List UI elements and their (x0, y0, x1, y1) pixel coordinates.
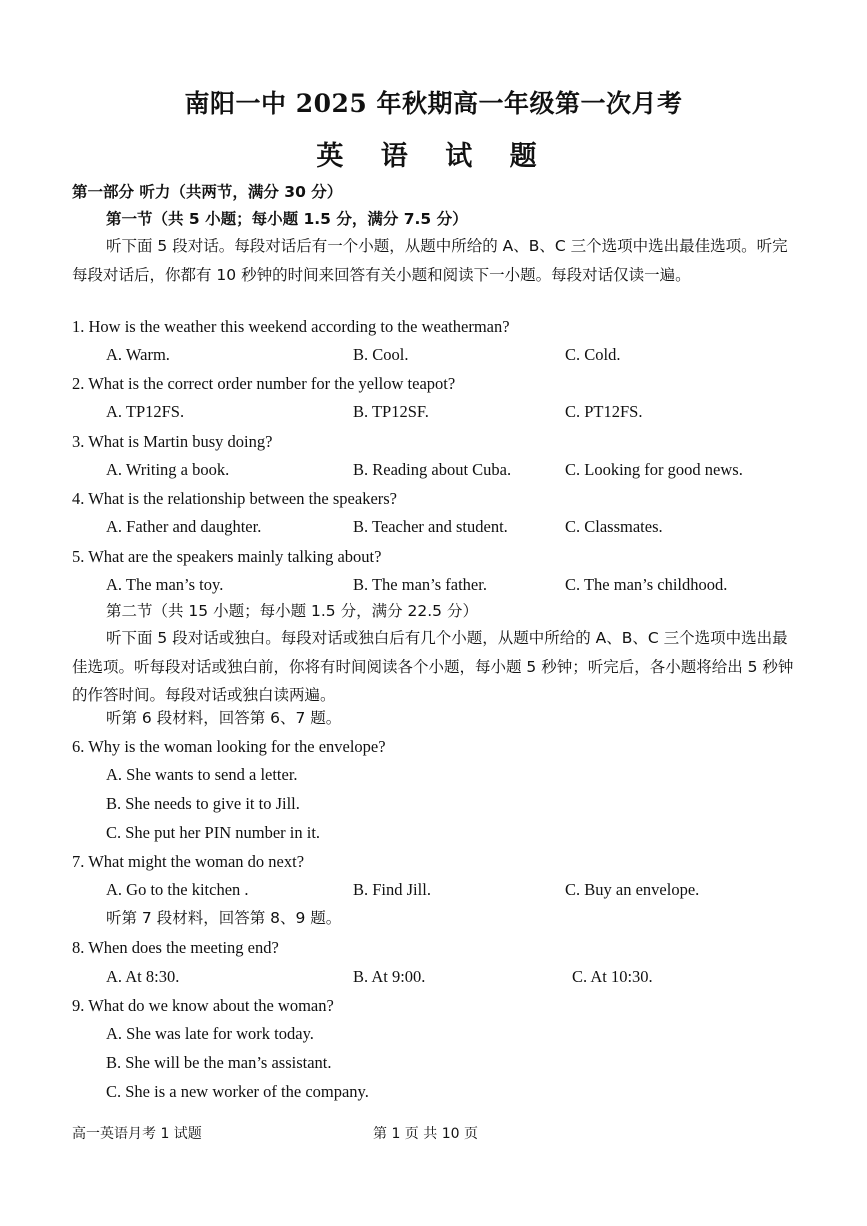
question-3-option-c: C. Looking for good news. (565, 460, 743, 479)
exam-title: 南阳一中 2025 年秋期高一年级第一次月考 (184, 89, 683, 118)
part1-heading: 第一部分 听力（共两节，满分 30 分） (72, 183, 343, 201)
question-2-stem: 2. What is the correct order number for the yellow teapot? (72, 374, 456, 393)
question-6-option-a: A. She wants to send a letter. (106, 765, 298, 784)
question-7-option-b: B. Find Jill. (353, 880, 431, 899)
question-7-option-c: C. Buy an envelope. (565, 880, 700, 899)
section2-instructions: 听下面 5 段对话或独白。每段对话或独白后有几个小题，从题中所给的 A、B、C 三个选项中选出最佳选项。听每段对话或独白前，你将有时间阅读各个小题，每小题 5 秒钟；听完后，各小题将给出 5 秒钟的作答时间。每段对话或独白读两遍。 (72, 629, 794, 704)
question-5-option-c: C. The man’s childhood. (565, 575, 728, 594)
question-7-stem: 7. What might the woman do next? (72, 852, 305, 871)
question-3-option-a: A. Writing a book. (106, 460, 230, 479)
material-7-note: 听第 7 段材料，回答第 8、9 题。 (106, 909, 342, 927)
question-8-stem: 8. When does the meeting end? (72, 938, 279, 957)
question-6-option-c: C. She put her PIN number in it. (106, 823, 321, 842)
question-3-stem: 3. What is Martin busy doing? (72, 432, 273, 451)
question-2-option-c: C. PT12FS. (565, 402, 643, 421)
question-1-option-a: A. Warm. (106, 345, 170, 364)
question-9-option-a: A. She was late for work today. (106, 1024, 314, 1043)
question-4-option-c: C. Classmates. (565, 517, 663, 536)
question-9-option-c: C. She is a new worker of the company. (106, 1082, 369, 1101)
question-3-option-b: B. Reading about Cuba. (353, 460, 512, 479)
section2-heading: 第二节（共 15 小题；每小题 1.5 分，满分 22.5 分） (106, 602, 478, 620)
question-5-option-b: B. The man’s father. (353, 575, 487, 594)
question-1-stem: 1. How is the weather this weekend according to the weatherman? (72, 317, 510, 336)
question-1-option-c: C. Cold. (565, 345, 621, 364)
question-8-option-b: B. At 9:00. (353, 967, 426, 986)
exam-subtitle: 英 语 试 题 (316, 141, 551, 172)
question-9-stem: 9. What do we know about the woman? (72, 996, 334, 1015)
question-6-stem: 6. Why is the woman looking for the envelope? (72, 737, 386, 756)
material-6-note: 听第 6 段材料，回答第 6、7 题。 (106, 709, 342, 727)
question-9-option-b: B. She will be the man’s assistant. (106, 1053, 332, 1072)
question-4-option-a: A. Father and daughter. (106, 517, 262, 536)
section1-instructions: 听下面 5 段对话。每段对话后有一个小题，从题中所给的 A、B、C 三个选项中选出最佳选项。听完每段对话后，你都有 10 秒钟的时间来回答有关小题和阅读下一小题。每段对话仅读一遍。 (72, 237, 788, 284)
question-2-option-b: B. TP12SF. (353, 402, 429, 421)
question-1-option-b: B. Cool. (353, 345, 409, 364)
question-6-option-b: B. She needs to give it to Jill. (106, 794, 300, 813)
question-5-stem: 5. What are the speakers mainly talking about? (72, 547, 382, 566)
section1-heading: 第一节（共 5 小题；每小题 1.5 分，满分 7.5 分） (106, 210, 468, 228)
question-2-option-a: A. TP12FS. (106, 402, 185, 421)
question-8-option-c: C. At 10:30. (572, 967, 653, 986)
question-5-option-a: A. The man’s toy. (106, 575, 224, 594)
question-8-option-a: A. At 8:30. (106, 967, 180, 986)
footer-exam-label: 高一英语月考 1 试题 (72, 1126, 202, 1142)
question-4-option-b: B. Teacher and student. (353, 517, 508, 536)
footer-page-number: 第 1 页 共 10 页 (373, 1126, 478, 1142)
question-4-stem: 4. What is the relationship between the speakers? (72, 489, 398, 508)
question-7-option-a: A. Go to the kitchen . (106, 880, 249, 899)
